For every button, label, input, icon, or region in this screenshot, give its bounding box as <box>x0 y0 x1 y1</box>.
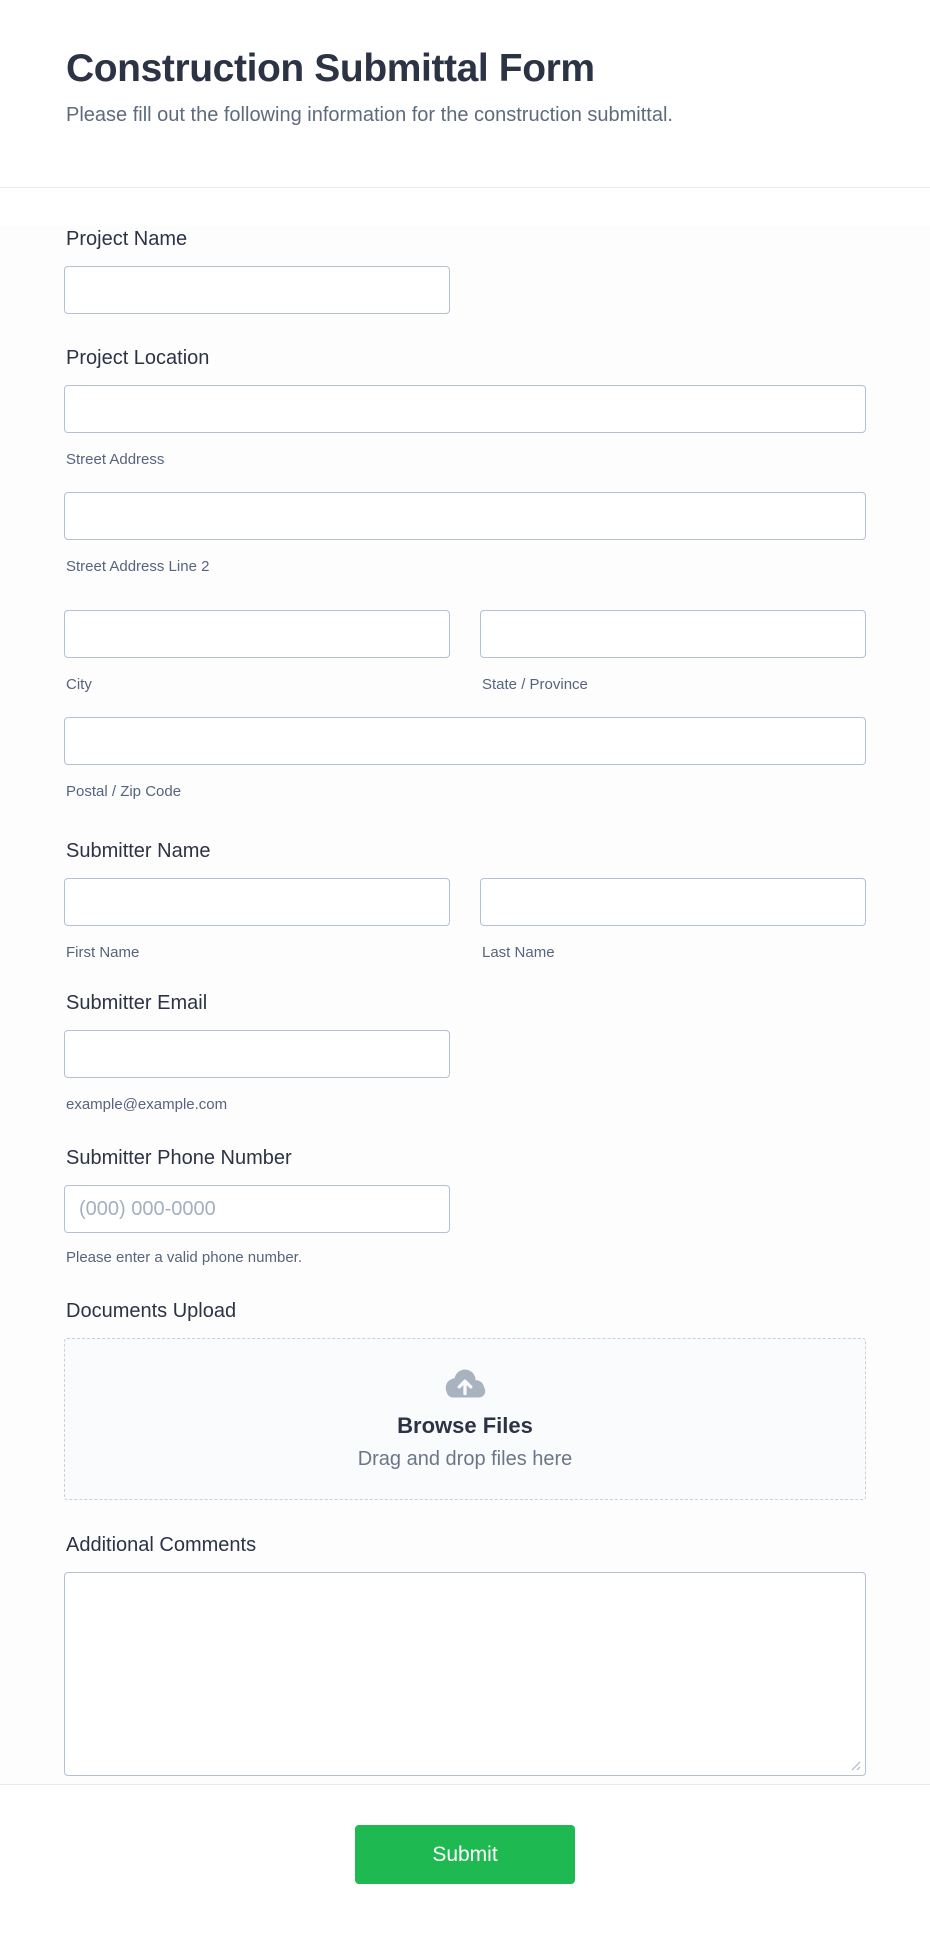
additional-comments-textarea[interactable] <box>64 1572 866 1776</box>
submitter-name-field <box>64 838 866 962</box>
additional-comments-field <box>64 1532 866 1776</box>
submitter-email-label: Submitter Email <box>66 992 208 1014</box>
last-name-sublabel: Last Name <box>482 944 555 961</box>
submitter-email-sublabel: example@example.com <box>66 1096 228 1113</box>
last-name-col <box>480 878 866 962</box>
first-name-col <box>64 878 450 962</box>
documents-upload-field <box>64 1298 866 1500</box>
submitter-phone-input[interactable] <box>64 1185 450 1233</box>
submitter-phone-field <box>64 1145 866 1267</box>
first-name-input[interactable] <box>64 878 450 926</box>
project-name-input[interactable] <box>64 266 450 314</box>
submitter-email-field <box>64 990 866 1114</box>
browse-files-button[interactable]: Browse Files <box>397 1413 533 1438</box>
submitter-name-label: Submitter Name <box>66 840 211 862</box>
state-province-sublabel: State / Province <box>482 676 588 693</box>
page-title: Construction Submittal Form <box>66 47 595 90</box>
cloud-upload-icon <box>439 1366 491 1402</box>
state-province-input[interactable] <box>480 610 866 658</box>
street-address-input[interactable] <box>64 385 866 433</box>
postal-zip-sublabel: Postal / Zip Code <box>66 783 182 800</box>
submit-section <box>0 1785 930 1934</box>
postal-zip-input[interactable] <box>64 717 866 765</box>
project-location-label: Project Location <box>66 347 210 369</box>
last-name-input[interactable] <box>480 878 866 926</box>
state-col <box>480 610 866 694</box>
additional-comments-label: Additional Comments <box>66 1534 257 1556</box>
street-address-line2-sublabel: Street Address Line 2 <box>66 558 210 575</box>
drag-drop-text: Drag and drop files here <box>357 1448 573 1470</box>
city-col <box>64 610 450 694</box>
submitter-phone-label: Submitter Phone Number <box>66 1147 292 1169</box>
comments-textarea-wrap <box>64 1572 866 1776</box>
submitter-phone-sublabel: Please enter a valid phone number. <box>66 1249 302 1266</box>
documents-upload-label: Documents Upload <box>66 1300 237 1322</box>
city-sublabel: City <box>66 676 92 693</box>
project-name-label: Project Name <box>66 228 188 250</box>
form-header <box>0 0 930 188</box>
page-subtitle: Please fill out the following information for the construction submittal. <box>66 104 673 126</box>
form-body <box>0 226 930 1785</box>
street-address-sublabel: Street Address <box>66 451 165 468</box>
city-input[interactable] <box>64 610 450 658</box>
project-name-field <box>64 226 866 314</box>
first-name-sublabel: First Name <box>66 944 140 961</box>
name-row <box>64 878 866 962</box>
street-address-line2-input[interactable] <box>64 492 866 540</box>
submit-button[interactable]: Submit <box>355 1825 575 1884</box>
city-state-row <box>64 610 866 694</box>
file-upload-dropzone[interactable] <box>64 1338 866 1500</box>
project-location-field <box>64 345 866 801</box>
submitter-email-input[interactable] <box>64 1030 450 1078</box>
